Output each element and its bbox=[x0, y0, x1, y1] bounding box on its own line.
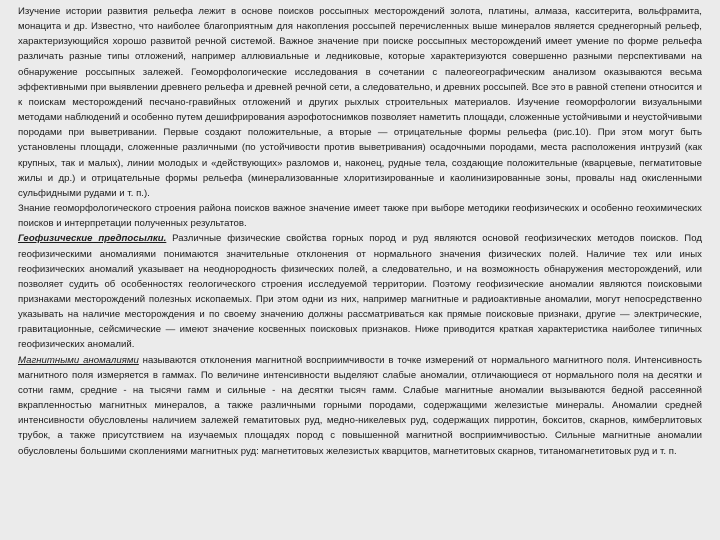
paragraph-geophysical-body: Различные физические свойства горных пород и руд являются основой геофизических методов поисков. Под геофизическими аномалиями понимаются значительные отклонения от нормального значения физических полей. Наличие тех или иных геофизических аномалий указывает на неоднородность физических полей, а следовательно, и на возможность обнаружения месторождений, или позволяет судить об особенностях геологического строения исследуемой территории. Поэтому геофизические аномалии являются поисковыми признаками месторождений полезных ископаемых. При этом одни из них, например магнитные и радиоактивные аномалии, могут непосредственно указывать на наличие месторождения и по своему значению должны рассматриваться как прямые поисковые признаки, другие — электрические, гравитационные, сейсмические — имеют значение косвенных поисковых признаков. Ниже приводится краткая характеристика наиболее типичных геофизических аномалий. bbox=[18, 233, 702, 351]
term-magnetic-anomalies: Магнитными аномалиями bbox=[18, 354, 139, 366]
paragraph-geophysical-prerequisites bbox=[18, 231, 702, 352]
paragraph-magnetic-body: называются отклонения магнитной восприимчивости в точке измерений от нормального магнитного поля. Интенсивность магнитного поля измеряется в гаммах. По величине интенсивности выделяют слабые аномалии, отличающиеся от нормального поля на десятки и сотни гамм, средние - на тысячи гамм и сильные - на десятки тысяч гамм. Слабые магнитные аномалии вызываются бедной рассеянной вкрапленностью магнитных минералов, а также различными горными породами, содержащими железистые минералы. Аномалии средней интенсивности обусловлены наличием залежей гематитовых руд, медно-никелевых руд, содержащих пирротин, бокситов, скарнов, кимберлитовых трубок, а также присутствием на изучаемых площадях пород с повышенной магнитной восприимчивостью. Сильные магнитные аномалии обусловлены большими скоплениями магнитных руд: магнетитовых железистых кварцитов, магнетитовых скарнов, титаномагнетитовых руд и т. п. bbox=[18, 354, 703, 457]
paragraph-magnetic-anomalies bbox=[18, 353, 702, 459]
paragraph-geomorphology-knowledge: Знание геоморфологического строения района поисков важное значение имеет также при выборе методики геофизических и особенно геохимических поисков и интерпретации полученных результатов. bbox=[18, 203, 702, 230]
paragraph-placer-deposits: Изучение истории развития рельефа лежит в основе поисков россыпных месторождений золота, платины, алмаза, касситерита, вольфрамита, монацита и др. Известно, что наиболее благоприятным для накопления россыпей перечисленных выше минералов является среднегорный рельеф, характеризующийся хорошо развитой речной системой. Важное значение при поиске россыпных месторождений имеет умение по форме рельефа различать разные типы отложений, например аллювиальные и ледниковые, которые характеризуются совершенно разными перспективами на обнаружение россыпных залежей. Геоморфологические исследования в сочетании с палеогеографическим анализом оказываются весьма эффективными при выявлении древнего рельефа и древней речной сети, а следовательно, и древних россыпей. Все это в равной степени относится и к поискам месторождений песчано-гравийных отложений и других рыхлых строительных материалов. Изучение геоморфологии визуальными методами наблюдений и особенно путем дешифрирования аэрофотоснимков позволяет наметить площади, сложенные устойчивыми и неустойчивыми породами при выветривании. Первые создают положительные, а вторые — отрицательные формы рельефа (рис.10). При этом могут быть установлены площади, сложенные различными (по устойчивости против выветривания) осадочными породами, места расположения интрузий (как крупных, так и малых), линии молодых и «действующих» разломов и, наконец, рудные тела, создающие положительные (кварцевые, пегматитовые жилы и др.) и отрицательные формы рельефа (минерализованные хлоритизированные и каолинизированные зоны, провалы над окисленными сульфидными рудами и т. п.). bbox=[18, 6, 702, 199]
term-geophysical-prerequisites: Геофизические предпосылки. bbox=[18, 233, 167, 245]
